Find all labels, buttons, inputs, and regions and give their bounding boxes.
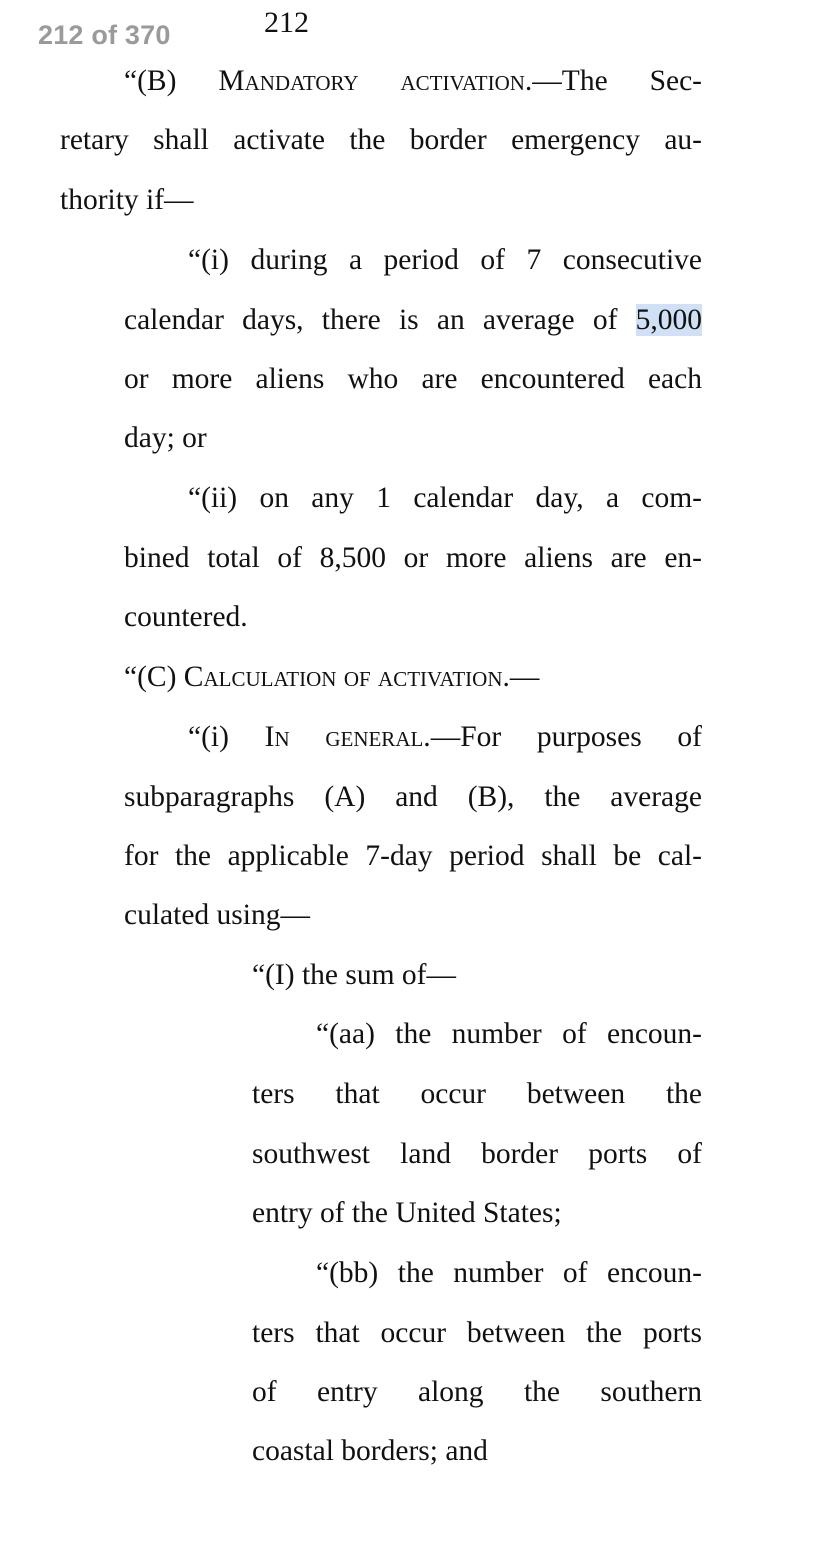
clause-c-i-line-1-tail: —For purposes of [430,721,703,753]
paragraph-b-line-1 [124,61,702,101]
item-bb-line-3: of entry along the southern [252,1376,702,1408]
clause-c-i-line-1 [188,717,702,757]
item-aa-line-2: ters that occur between the [252,1078,702,1110]
clause-b-ii-line-2: bined total of 8,500 or more aliens are en- [124,542,702,574]
page-indicator[interactable]: 212 of 370 [38,20,171,50]
paragraph-b-open: “(B) [124,65,219,97]
paragraph-c-heading: Calculation of activation. [183,661,510,693]
paragraph-b-line-3: thority if— [60,184,194,216]
item-aa-line-1: “(aa) the number of encoun- [316,1018,702,1050]
paragraph-c-line-1 [124,657,539,697]
paragraph-b-heading: Mandatory activation. [218,65,533,97]
clause-b-ii-line-3: countered. [124,601,248,633]
clause-b-ii-line-1: “(ii) on any 1 calendar day, a com- [188,482,702,514]
clause-c-i-open: “(i) [188,721,265,753]
page-number: 212 [264,6,309,39]
clause-b-i-line-2 [124,300,702,340]
clause-b-i-line-1: “(i) during a period of 7 consecutive [188,244,702,276]
item-aa-line-3: southwest land border ports of [252,1138,702,1170]
clause-b-i-line-3: or more aliens who are encountered each [124,363,702,395]
subclause-i-line-1: “(I) the sum of— [252,959,456,991]
clause-c-i-heading: In general. [264,721,431,753]
item-bb-line-1: “(bb) the number of encoun- [316,1257,702,1289]
item-bb-line-4: coastal borders; and [252,1435,488,1467]
item-aa-line-4: entry of the United States; [252,1197,562,1229]
highlighted-selection[interactable]: 5,000 [635,304,702,336]
clause-c-i-line-4: culated using— [124,899,310,931]
clause-c-i-line-3: for the applicable 7-day period shall be cal- [124,840,702,872]
clause-b-i-line-2-text: calendar days, there is an average of [124,304,636,336]
paragraph-b-line-1-tail: —The Sec- [532,65,703,97]
paragraph-b-line-2: retary shall activate the border emergency au- [60,124,702,156]
clause-c-i-line-2: subparagraphs (A) and (B), the average [124,781,702,813]
paragraph-c-tail: — [509,661,540,693]
item-bb-line-2: ters that occur between the ports [252,1317,702,1349]
clause-b-i-line-4: day; or [124,422,207,454]
paragraph-c-open: “(C) [124,661,184,693]
